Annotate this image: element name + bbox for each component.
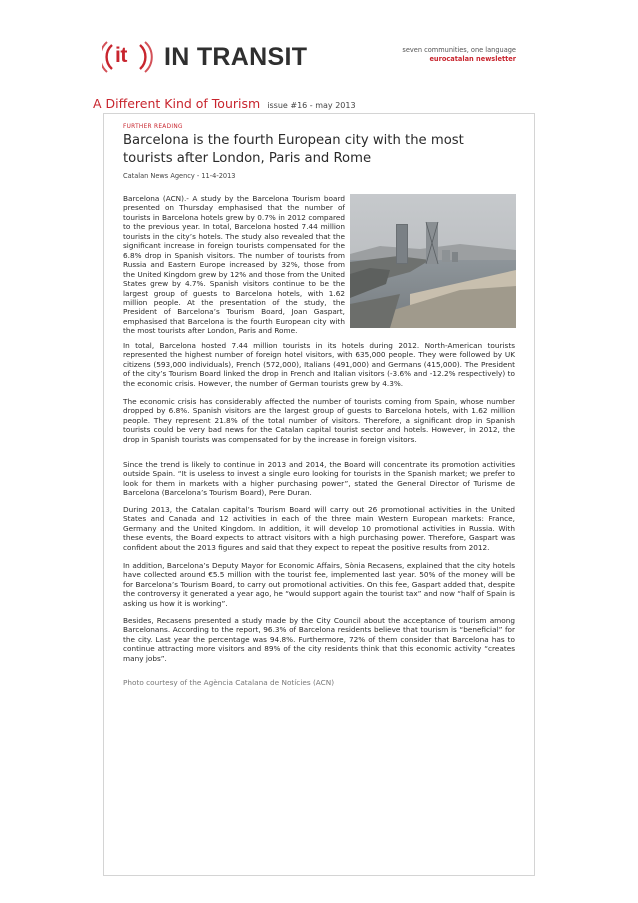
article-paragraph: Besides, Recasens presented a study made by the City Council about the acceptance of tourism among Barcelonans. According to the report, 96.3% of Barcelona residents believe that tourism is “beneficial” for the city. Last year the percentage was 94.8%. Furthermore, 72% of them consider that Barcelona has to continue attracting more visitors and 89% of the city residents think that this economic activity “creates many jobs”. (123, 616, 515, 663)
tagline-line-1: seven communities, one language (402, 46, 516, 54)
article-paragraph: The economic crisis has considerably affected the number of tourists coming from Spain, whose number dropped by 6.8%. Spanish visitors are the largest group of guests to Barcelona hotels, with 1.62 million people. They represent 21.8% of the total number of visitors. Therefore, a significant drop in Spanish tourists could be very bad news for the Catalan capital tourist sector and hotels. However, in 2012, the drop in Spanish tourists was compensated for by the increase in foreign visitors. (123, 397, 515, 444)
issue-label: issue #16 - may 2013 (267, 101, 356, 110)
article-title: Barcelona is the fourth European city with the most tourists after London, Paris and Rome (123, 133, 464, 166)
logo-it: it (115, 44, 127, 67)
headline-title: A Different Kind of Tourism (93, 96, 261, 111)
photo-credit: Photo courtesy of the Agència Catalana de Notícies (ACN) (123, 678, 335, 687)
tagline-line-2: eurocatalan newsletter (429, 55, 516, 63)
tagline (402, 46, 516, 64)
barcelona-photo (350, 194, 516, 328)
article-paragraph: Since the trend is likely to continue in 2013 and 2014, the Board will concentrate its promotion activities outside Spain. “It is useless to invest a single euro looking for tourists in the Spanish market; we prefer to look for them in markets with a higher purchasing power”, stated the General Director of Turisme de Barcelona (Barcelona’s Tourism Board), Pere Duran. (123, 460, 515, 498)
section-label: FURTHER READING (123, 124, 183, 130)
broadcast-icon (102, 40, 160, 74)
article-paragraph: In addition, Barcelona’s Deputy Mayor for Economic Affairs, Sònia Recasens, explained that the city hotels have collected around €5.5 million with the tourist fee, implemented last year. 50% of the money will be for Barcelona’s Tourism Board, to carry out promotional activities. On this fee, Gaspart added that, despite the controversy it generated a year ago, he “would support again the tourist tax” and now “half of Spain is asking us how it is working”. (123, 561, 515, 608)
article-byline: Catalan News Agency - 11-4-2013 (123, 172, 236, 180)
article-paragraph: During 2013, the Catalan capital’s Tourism Board will carry out 26 promotional activities in the United States and Canada and 12 activities in each of the three main Western European markets: France, Germany and the United Kingdom. In addition, it will develop 10 promotional activities in Russia. With these events, the Board expects to attract visitors with a high purchasing power. Therefore, Gaspart was confident about the 2013 figures and said that they expect to repeat the positive results from 2012. (123, 505, 515, 552)
logo (102, 40, 307, 74)
article-paragraph: In total, Barcelona hosted 7.44 million tourists in its hotels during 2012. North-American tourists represented the highest number of foreign hotel visitors, with 635,000 people. They were followed by UK citizens (593,000 individuals), French (572,000), Italians (491,000) and Germans (415,000). The President of the city’s Tourism Board linked the drop in French and Italian visitors (-3.6% and -12.2% respectively) to the economic crisis. However, the number of German tourists grew by 4.3%. (123, 341, 515, 388)
article-paragraph: Barcelona (ACN).- A study by the Barcelona Tourism board presented on Thursday emphasised that the number of tourists in Barcelona hotels grew by 0.7% in 2012 compared to the previous year. In total, Barcelona hosted 7.44 million tourists in the city’s hotels. The study also revealed that the significant increase in foreign tourists compensated for the 6.8% drop in Spanish visitors. The number of tourists from Russia and Eastern Europe increased by 32%, those from the United Kingdom grew by 12% and those from the United States grew by 4.7%. Spanish visitors continue to be the largest group of guests to Barcelona hotels, with 1.62 million people. At the presentation of the study, the President of Barcelona’s Tourism Board, Joan Gaspart, emphasised that Barcelona is the fourth European city with the most tourists after London, Paris and Rome. (123, 194, 345, 336)
logo-name: IN TRANSIT (164, 42, 308, 71)
headline (93, 93, 356, 112)
